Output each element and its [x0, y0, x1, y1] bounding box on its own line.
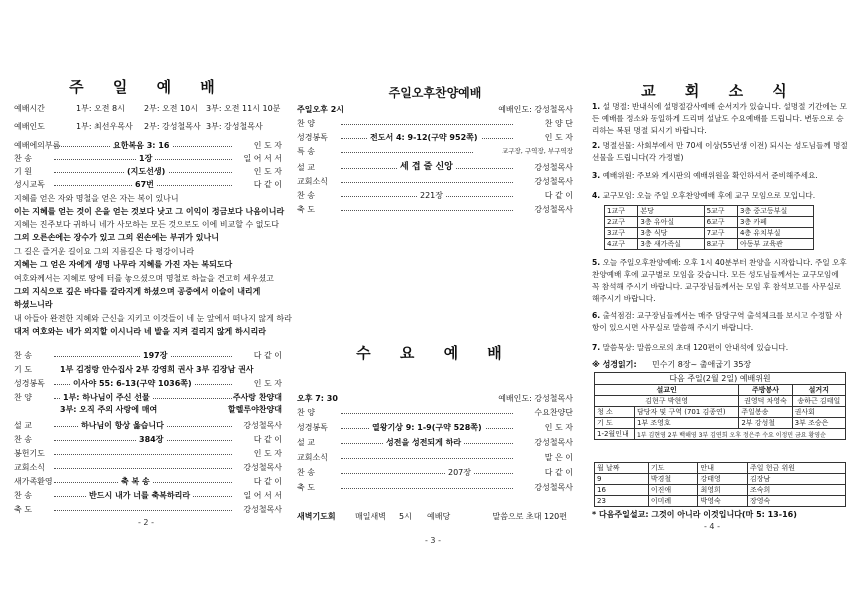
order-label: 예배에의부름	[14, 141, 61, 150]
news-number: 5.	[592, 258, 601, 267]
reading-line: 이는 지혜를 얻는 것이 은을 얻는 것보다 낫고 그 이익이 정금보다 나음이니라	[14, 207, 285, 216]
reading-line: 지혜를 얻은 자와 명철을 얻은 자는 복이 있나니	[14, 194, 179, 203]
table-row	[605, 239, 814, 250]
order-role: 인 도 자	[253, 449, 282, 458]
order-row	[297, 481, 573, 494]
order-role: 강성철목사	[243, 421, 282, 430]
order-label: 성시교독	[14, 180, 45, 189]
dawn-prayer-row	[297, 510, 573, 523]
table-cell: 23	[595, 496, 649, 507]
service-times-row	[14, 102, 282, 115]
order-row	[14, 349, 282, 362]
order-role: 인 도 자	[253, 379, 282, 388]
reading-line: 그의 오른손에는 장수가 있고 그의 왼손에는 부귀가 있나니	[14, 233, 219, 242]
table-cell: 기 도	[595, 418, 635, 429]
order-label: 축 도	[297, 483, 315, 492]
news-item	[592, 140, 848, 164]
table-cell: 김현구 박현영	[595, 396, 739, 407]
order-item: 3부: 오직 주의 사랑에 매여	[60, 405, 158, 414]
afternoon-leader: 예배인도: 강성철목사	[498, 105, 573, 114]
table-cell: 다음 주일(2월 2일) 예배위원	[595, 373, 846, 385]
order-role: 다 같 이	[253, 351, 282, 360]
time-label: 예배시간	[14, 104, 45, 113]
order-row	[297, 406, 573, 419]
order-label: 축 도	[297, 205, 315, 214]
order-item: 성전을 성전되게 하라	[383, 436, 464, 449]
order-role: 다 같 이	[253, 180, 282, 189]
wednesday-time: 오후 7: 30	[297, 394, 338, 403]
order-item: 197장	[140, 349, 170, 362]
order-row	[14, 489, 282, 502]
news-number: 7.	[592, 343, 601, 352]
order-row	[14, 461, 282, 474]
page-4-panel	[592, 0, 848, 608]
table-cell: 담당자 및 구역 (701 김종연)	[634, 407, 738, 418]
table-row	[595, 463, 846, 474]
order-row	[297, 131, 573, 144]
order-role: 일 어 서 서	[243, 154, 282, 163]
table-cell: 강태영	[698, 474, 748, 485]
reading-value: 민수기 8장~ 출애굽기 35장	[652, 360, 752, 369]
table-cell: 박경철	[648, 474, 698, 485]
order-item: 열왕기상 9: 1-9(구약 528쪽)	[369, 421, 485, 434]
order-row	[297, 451, 573, 464]
news-number: 2.	[592, 141, 601, 150]
order-item: 전도서 4: 9-12(구약 952쪽)	[367, 131, 481, 144]
order-role: 인 도 자	[253, 167, 282, 176]
dawn-label: 새벽기도회	[297, 512, 336, 521]
dot-leader	[341, 117, 513, 125]
order-role: 다 같 이	[544, 191, 573, 200]
order-label: 찬 송	[14, 154, 32, 163]
dawn-note: 말씀으로 초대 120편	[492, 512, 567, 521]
order-label: 교회소식	[14, 463, 45, 472]
page-number: - 4 -	[704, 522, 720, 531]
reading-label: ※ 성경읽기:	[592, 360, 637, 369]
order-item: (지도선생)	[124, 165, 168, 178]
order-role: 수요찬양단	[534, 408, 573, 417]
leader-label: 예배인도	[14, 122, 45, 131]
order-role: 찬 양 단	[544, 119, 573, 128]
table-row	[595, 373, 846, 385]
order-item: 1부: 하나님이 주신 선물	[60, 391, 153, 404]
order-item: 축 복 송	[118, 475, 153, 488]
dawn-hour: 5시	[399, 512, 412, 521]
reading-line: 그 길은 즐거운 길이요 그의 지름길은 다 평강이니라	[14, 247, 195, 256]
wednesday-leader: 예배인도: 강성철목사	[498, 394, 573, 403]
table-cell: 최영희	[698, 485, 748, 496]
district-room-table	[604, 205, 814, 250]
table-cell: 본당	[638, 206, 704, 217]
dot-leader	[54, 447, 232, 455]
table-cell: 박영숙	[698, 496, 748, 507]
order-item: 세 겹 줄 신앙	[397, 161, 456, 174]
worship-committee-table	[594, 372, 846, 440]
order-role: 강성철목사	[534, 205, 573, 214]
table-cell: 16	[595, 485, 649, 496]
table-cell: 2부 강성철	[739, 418, 792, 429]
order-label: 찬 송	[14, 491, 32, 500]
order-label: 찬 양	[297, 408, 315, 417]
order-role: 주사랑 찬양대	[232, 393, 282, 402]
news-item	[592, 170, 848, 182]
order-item: 1장	[136, 152, 155, 165]
table-cell: 이미례	[648, 496, 698, 507]
table-cell: 권사회	[792, 407, 845, 418]
news-text: 설 명절: 반내식에 설명절감사예배 순서지가 있습니다. 설명절 기간에는 모든 예배를 정소와 동일하게 드리며 설날도 수요예배를 드립니다. 변동으로 승리하는 복된 명절 되시기 바랍니다.	[592, 102, 847, 135]
page-2-panel	[14, 0, 292, 608]
order-label: 성경봉독	[297, 423, 328, 432]
order-row	[297, 117, 573, 130]
order-label: 기 도	[14, 365, 32, 374]
order-label: 설 교	[297, 163, 315, 172]
table-cell: 4층 유치부실	[737, 228, 813, 239]
order-role: 인 도 자	[544, 423, 573, 432]
table-row	[595, 396, 846, 407]
order-label: 교회소식	[297, 453, 328, 462]
order-label: 찬 송	[297, 191, 315, 200]
table-cell: 1교구	[605, 206, 638, 217]
order-row	[297, 421, 573, 434]
order-row	[297, 436, 573, 449]
dawn-time: 매일새벽	[355, 512, 386, 521]
table-cell: 2교구	[605, 217, 638, 228]
table-cell: 주방봉사	[739, 385, 792, 396]
dot-leader	[341, 481, 513, 489]
order-label: 성경봉독	[297, 133, 328, 142]
table-cell: 기도	[648, 463, 698, 474]
order-row	[297, 161, 573, 174]
order-label: 찬 송	[297, 468, 315, 477]
order-item: 207장	[445, 466, 474, 479]
reading-line: 여호와께서는 지혜로 땅에 터를 놓으셨으며 명철로 하늘을 견고히 세우셨고	[14, 274, 274, 283]
reading-line: 내 아들아 완전한 지혜와 근신을 지키고 이것들이 네 눈 앞에서 떠나지 않게 하라	[14, 314, 292, 323]
news-number: 6.	[592, 311, 601, 320]
dot-leader	[54, 461, 232, 469]
dot-leader	[341, 406, 513, 414]
table-cell: 장영숙	[747, 496, 845, 507]
news-text: 오늘 주일오후찬양예배: 오후 1시 40분부터 찬양을 시작합니다. 주일 오후찬양예배 후에 교구별로 모임을 갖습니다. 모든 성도님들께서는 교구모임에 꼭 참석해 주시기 바랍니다. 교구장님들께서는 모임 후 참석보고를 사무실로 해주시기 바랍니다.	[592, 258, 847, 303]
order-role: 말 은 이	[544, 453, 573, 462]
afternoon-time: 주일오후 2시	[297, 105, 344, 114]
table-row	[605, 228, 814, 239]
news-item	[592, 342, 848, 354]
reading-line: 하셨느니라	[14, 300, 53, 309]
order-row	[14, 152, 282, 165]
order-label: 찬 양	[14, 393, 32, 402]
time-item: 3부: 오전 11시 10분	[206, 104, 281, 113]
table-row	[595, 385, 846, 396]
dawn-place: 예배당	[427, 512, 451, 521]
order-row	[14, 403, 282, 416]
order-row	[14, 363, 282, 376]
order-row	[14, 139, 282, 152]
order-row	[297, 203, 573, 216]
table-cell: 5교구	[704, 206, 737, 217]
news-item	[592, 257, 848, 305]
news-item	[592, 310, 848, 334]
order-role: 강성철목사	[534, 177, 573, 186]
news-item	[592, 190, 848, 202]
table-cell: 권영덕 차영숙	[739, 396, 792, 407]
news-number: 1.	[592, 102, 601, 111]
table-cell: 7교구	[704, 228, 737, 239]
news-text: 명절선물: 사회부에서 만 70세 이상(55년생 이전) 되시는 성도님들께 명절선물을 드립니다(각 가정별)	[592, 141, 848, 162]
order-row	[14, 178, 282, 191]
table-cell: 4교구	[605, 239, 638, 250]
news-text: 교구모임: 오늘 주일 오후찬양예배 후에 교구 모임으로 모입니다.	[602, 191, 816, 200]
news-text: 말씀묵상: 말씀으로의 초대 120편이 안내석에 있습니다.	[602, 343, 789, 352]
table-cell: 안내	[698, 463, 748, 474]
order-role: 강성철목사	[534, 483, 573, 492]
order-role: 다 같 이	[253, 435, 282, 444]
order-label: 새가족환영	[14, 477, 53, 486]
dot-leader	[341, 175, 513, 183]
reading-line: 그의 지식으로 깊은 바다를 갈라지게 하셨으며 공중에서 이슬이 내리게	[14, 287, 261, 296]
order-row	[14, 475, 282, 488]
table-cell: 송하근 김태일	[792, 396, 845, 407]
table-cell: 주일봉송	[739, 407, 792, 418]
table-cell: 김장남	[747, 474, 845, 485]
next-sermon-note: * 다음주일설교: 그것이 아니라 이것입니다(마 5: 13-16)	[592, 510, 797, 519]
order-row	[14, 503, 282, 516]
wednesday-service-title: 수 요 예 배	[356, 344, 514, 362]
afternoon-service-title: 주일오후찬양예배	[388, 86, 482, 100]
news-item	[592, 101, 848, 137]
table-cell: 주일 헌금 위원	[747, 463, 845, 474]
service-leaders-row	[14, 120, 282, 133]
table-row	[605, 206, 814, 217]
table-cell: 3층 새가족실	[638, 239, 704, 250]
order-label: 찬 양	[297, 119, 315, 128]
order-role: 교구장, 구역장, 부구역장	[501, 147, 573, 155]
dot-leader	[341, 145, 473, 153]
order-row	[14, 419, 282, 432]
table-cell: 설교인	[595, 385, 739, 396]
order-item: 221장	[417, 189, 446, 202]
order-role: 강성철목사	[243, 463, 282, 472]
table-row	[595, 496, 846, 507]
order-row	[297, 145, 573, 158]
table-row	[605, 217, 814, 228]
wednesday-header	[297, 392, 573, 405]
table-cell: 6교구	[704, 217, 737, 228]
news-number: 4.	[592, 191, 601, 200]
time-item: 2부: 오전 10시	[144, 104, 198, 113]
leader-item: 2부: 강성철목사	[144, 122, 201, 131]
news-text: 출석점검: 교구장님들께서는 매주 담당구역 출석체크를 보시고 수정할 사항이 있으시면 사무실로 말씀해 주시기 바랍니다.	[592, 311, 843, 332]
table-cell: 1부 조영호	[634, 418, 738, 429]
order-row	[14, 165, 282, 178]
table-row	[595, 474, 846, 485]
order-role: 다 같 이	[544, 468, 573, 477]
table-row	[595, 407, 846, 418]
table-cell: 조숙희	[747, 485, 845, 496]
time-item: 1부: 오전 8시	[76, 104, 125, 113]
table-cell: 3층 유아실	[638, 217, 704, 228]
order-item: 하나님이 항상 옳습니다	[78, 419, 167, 432]
order-label: 축 도	[14, 505, 32, 514]
table-cell: 1-2월인내	[595, 429, 635, 440]
dot-leader	[341, 203, 513, 211]
reading-line: 지혜는 진주보다 귀하니 네가 사모하는 모든 것으로도 이에 비교할 수 없도다	[14, 220, 279, 229]
order-label: 찬 송	[14, 351, 32, 360]
order-item: 요한복음 3: 16	[110, 139, 172, 152]
order-label: 설 교	[297, 438, 315, 447]
table-row	[595, 429, 846, 440]
order-row	[297, 466, 573, 479]
table-row	[595, 418, 846, 429]
leader-item: 1부: 최선우목사	[76, 122, 133, 131]
table-cell: 3층 식당	[638, 228, 704, 239]
news-text: 예배위원: 주보와 게시판의 예배위원을 확인하셔서 준비해주세요.	[602, 171, 818, 180]
table-row	[595, 485, 846, 496]
order-row	[297, 175, 573, 188]
table-cell: 3교구	[605, 228, 638, 239]
order-label: 봉헌기도	[14, 449, 45, 458]
order-label: 특 송	[297, 147, 315, 156]
reading-line: 지혜는 그 얻은 자에게 생명 나무라 지혜를 가진 자는 복되도다	[14, 260, 233, 269]
table-cell: 이진애	[648, 485, 698, 496]
church-news-title: 교 회 소 식	[641, 82, 799, 100]
order-label: 성경봉독	[14, 379, 45, 388]
table-cell: 월 날짜	[595, 463, 649, 474]
table-cell: 3층 중고등부실	[737, 206, 813, 217]
news-number: 3.	[592, 171, 601, 180]
order-row	[14, 447, 282, 460]
order-role: 인 도 자	[253, 141, 282, 150]
order-role: 일 어 서 서	[243, 491, 282, 500]
order-item: 이사야 55: 6-13(구약 1036쪽)	[70, 377, 195, 390]
order-item: 1부 김정랑 안수집사 2부 강영희 권사 3부 김장남 권사	[60, 365, 254, 374]
table-cell: 1부 김현영 2부 백해영 3부 김연희 오후 정은주 수요 이정민 금요 황영순	[634, 429, 845, 440]
order-role: 다 같 이	[253, 477, 282, 486]
order-label: 설 교	[14, 421, 32, 430]
dot-leader	[341, 451, 513, 459]
page-number: - 2 -	[138, 518, 154, 527]
order-item: 67번	[132, 178, 157, 191]
reading-line: 대저 여호와는 네가 의지할 이시니라 네 발을 지켜 걸리지 않게 하시리라	[14, 327, 266, 336]
leader-item: 3부: 강성철목사	[206, 122, 263, 131]
order-role: 인 도 자	[544, 133, 573, 142]
order-label: 찬 송	[14, 435, 32, 444]
order-row	[14, 377, 282, 390]
order-role: 강성철목사	[534, 438, 573, 447]
order-role: 할렐루야찬양대	[227, 405, 282, 414]
table-cell: 9	[595, 474, 649, 485]
order-role: 강성철목사	[534, 163, 573, 172]
table-cell: 8교구	[704, 239, 737, 250]
order-role: 강성철목사	[243, 505, 282, 514]
table-cell: 아동부 교육관	[737, 239, 813, 250]
order-row	[297, 189, 573, 202]
table-cell: 설거지	[792, 385, 845, 396]
order-label: 기 원	[14, 167, 32, 176]
page-3-panel	[297, 0, 573, 608]
table-cell: 청 소	[595, 407, 635, 418]
dot-leader	[54, 503, 232, 511]
order-item: 384장	[136, 433, 166, 446]
table-cell: 3부 조승은	[792, 418, 845, 429]
table-cell: 3층 카페	[737, 217, 813, 228]
bible-reading-row	[592, 358, 848, 371]
page-number: - 3 -	[425, 536, 441, 545]
dot-leader	[341, 466, 513, 474]
order-label: 교회소식	[297, 177, 328, 186]
afternoon-header	[297, 103, 573, 116]
monthly-duty-table	[594, 462, 846, 507]
sunday-service-title: 주 일 예 배	[69, 78, 227, 96]
order-row	[14, 433, 282, 446]
order-item: 반드시 내가 너를 축복하리라	[86, 489, 193, 502]
